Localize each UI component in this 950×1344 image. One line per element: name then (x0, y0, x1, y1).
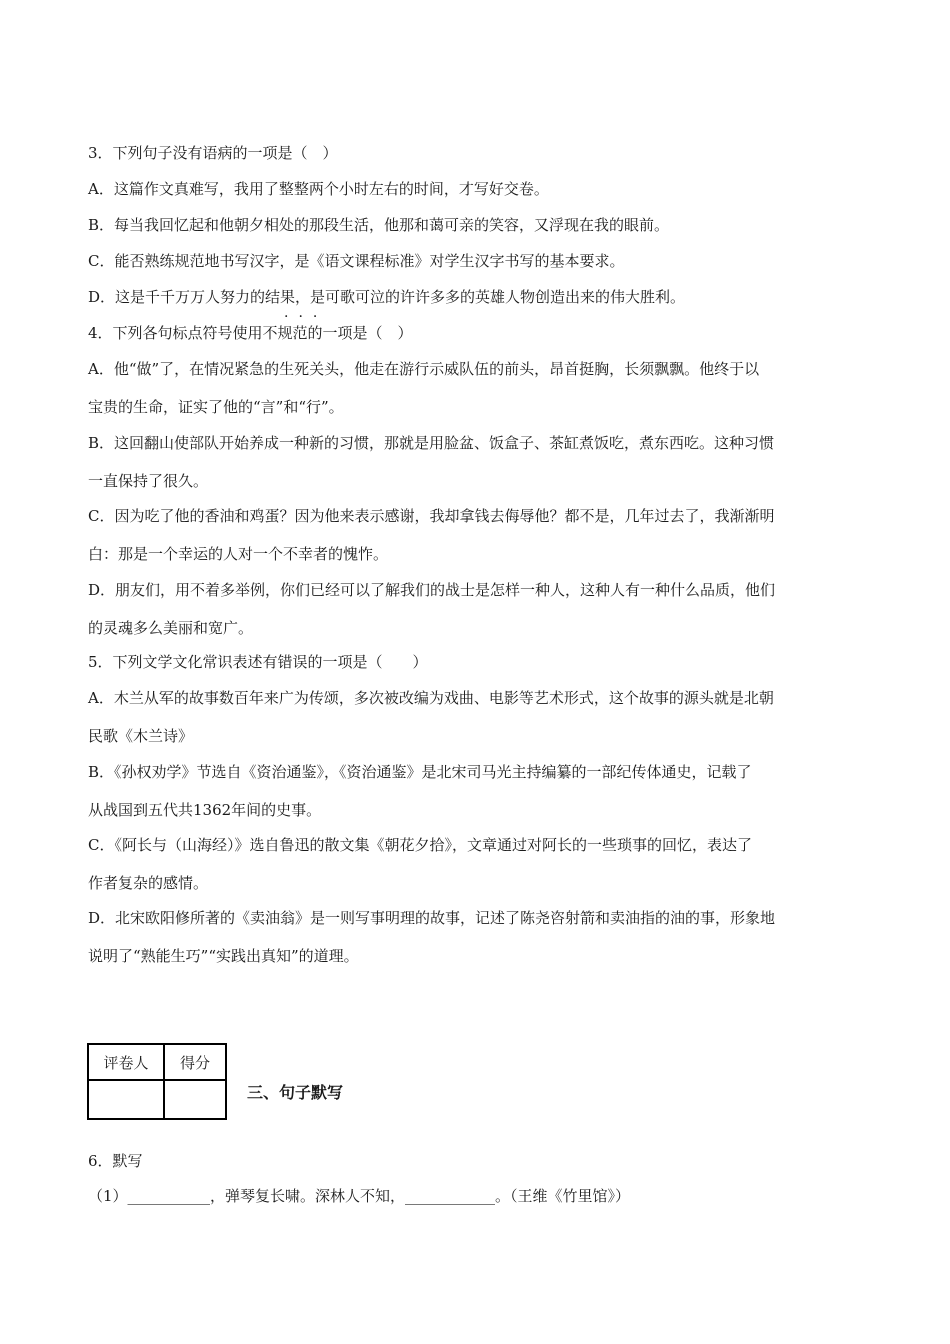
q5-option-b-line1: B．《孙权劝学》节选自《资治通鉴》，《资治通鉴》是北宋司马光主持编纂的一部纪传体通史，记载了 (88, 763, 752, 781)
q4-option-b-line1: B．这回翻山使部队开始养成一种新的习惯，那就是用脸盆、饭盒子、茶缸煮饭吃，煮东西吃。这种习惯 (88, 434, 775, 452)
section-title: 三、句子默写 (247, 1083, 344, 1102)
reviewer-cell[interactable] (88, 1080, 164, 1119)
emphasis-dots: ··· (284, 309, 328, 325)
q5-option-c-line1: C．《阿长与（山海经）》选自鲁迅的散文集《朝花夕拾》，文章通过对阿长的一些琐事的回忆，表达了 (88, 836, 752, 854)
q5-option-d-line1: D．北宋欧阳修所著的《卖油翁》是一则写事明理的故事，记述了陈尧咨射箭和卖油指的油的事，形象地 (88, 909, 776, 927)
reviewer-header: 评卷人 (88, 1044, 164, 1080)
score-cell[interactable] (164, 1080, 226, 1119)
q4-option-a-line2: 宝贵的生命，证实了他的“言”和“行”。 (88, 398, 344, 416)
q4-option-c-line1: C．因为吃了他的香油和鸡蛋？因为他来表示感谢，我却拿钱去侮辱他？都不是，几年过去了，我渐渐明 (88, 507, 775, 525)
score-header: 得分 (164, 1044, 226, 1080)
q5-option-a-line1: A．木兰从军的故事数百年来广为传颂，多次被改编为戏曲、电影等艺术形式，这个故事的源头就是北朝 (88, 689, 774, 707)
q4-option-b-line2: 一直保持了很久。 (88, 472, 209, 490)
score-table (87, 1043, 227, 1120)
q3-option-b: B．每当我回忆起和他朝夕相处的那段生活，他那和蔼可亲的笑容，又浮现在我的眼前。 (88, 216, 670, 234)
q3-stem: 3．下列句子没有语病的一项是（ ） (88, 144, 338, 162)
q4-option-d-line1: D．朋友们，用不着多举例，你们已经可以了解我们的战士是怎样一种人，这种人有一种什么品质，他们 (88, 581, 776, 599)
q4-option-c-line2: 白：那是一个幸运的人对一个不幸者的愧怍。 (88, 545, 389, 563)
q3-option-a: A．这篇作文真难写，我用了整整两个小时左右的时间，才写好交卷。 (88, 180, 549, 198)
q5-option-b-line2: 从战国到五代共1362年间的史事。 (88, 801, 322, 819)
q6-stem: 6．默写 (88, 1152, 143, 1170)
q4-option-a-line1: A．他“做”了，在情况紧急的生死关头，他走在游行示威队伍的前头，昂首挺胸，长须飘飘。他终于以 (88, 360, 760, 378)
q3-option-c: C．能否熟练规范地书写汉字，是《语文课程标准》对学生汉字书写的基本要求。 (88, 252, 625, 270)
q4-option-d-line2: 的灵魂多么美丽和宽广。 (88, 619, 254, 637)
q5-option-c-line2: 作者复杂的感情。 (88, 874, 209, 892)
q4-stem: 4．下列各句标点符号使用不规范的一项是（ ） (88, 324, 413, 342)
q5-stem: 5．下列文学文化常识表述有错误的一项是（ ） (88, 653, 428, 671)
q3-option-d: D．这是千千万万人努力的结果，是可歌可泣的许许多多的英雄人物创造出来的伟大胜利。 (88, 288, 686, 306)
q6-item-1: （1）___________，弹琴复长啸。深林人不知，____________。（王维《竹里馆》） (88, 1187, 631, 1205)
q5-option-a-line2: 民歌《木兰诗》 (88, 727, 194, 745)
q5-option-d-line2: 说明了“熟能生巧”“实践出真知”的道理。 (88, 947, 359, 965)
